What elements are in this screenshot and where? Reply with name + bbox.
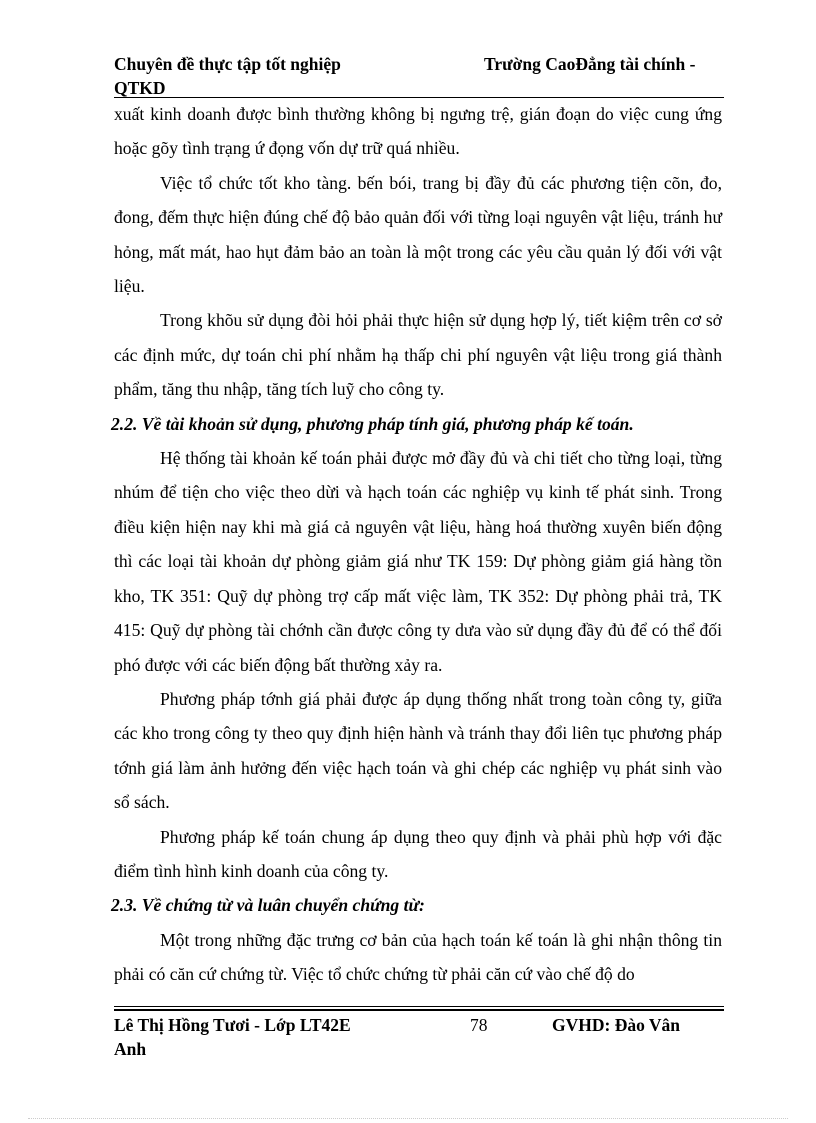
footer-divider-thick bbox=[114, 1009, 724, 1011]
footer-author-continuation: Anh bbox=[114, 1039, 147, 1059]
paragraph: Việc tổ chức tốt kho tàng. bến bói, trang bị đầy đủ các phương tiện cõn, đo, đong, đếm thực hiện đúng chế độ bảo quản đối với từng loại nguyên vật liệu, tránh hư hỏng, mất mát, hao hụt đảm bảo an toàn là một trong các yêu cầu quản lý đối với vật liệu. bbox=[114, 172, 722, 297]
footer-divider-thin bbox=[114, 1006, 724, 1007]
section-heading-2-2: 2.2. Về tài khoản sử dụng, phương pháp tính giá, phương pháp kế toán. bbox=[111, 413, 634, 434]
paragraph: Hệ thống tài khoản kế toán phải được mở đầy đủ và chi tiết cho từng loại, từng nhúm để tiện cho việc theo dừi và hạch toán các nghiệp vụ kinh tế phát sinh. Trong điều kiện hiện nay khi mà giá cả nguyên vật liệu, hàng hoá thường xuyên biến động thì các loại tài khoản dự phòng giảm giá như TK 159: Dự phòng giảm giá hàng tồn kho, TK 351: Quỹ dự phòng trợ cấp mất việc làm, TK 352: Dự phòng phải trả, TK 415: Quỹ dự phòng tài chớnh cần được công ty dưa vào sử dụng đầy đủ để có thể đối phó được với các biến động bất thường xảy ra. bbox=[114, 448, 722, 675]
footer-advisor: GVHD: Đào Vân bbox=[552, 1015, 681, 1035]
paragraph: Một trong những đặc trưng cơ bản của hạch toán kế toán là ghi nhận thông tin phải có căn cứ chứng từ. Việc tổ chức chứng từ phải căn cứ vào chế độ do bbox=[114, 929, 722, 985]
section-heading-2-3: 2.3. Về chứng từ và luân chuyển chứng từ: bbox=[111, 895, 425, 916]
paragraph: Trong khõu sử dụng đòi hỏi phải thực hiện sử dụng hợp lý, tiết kiệm trên cơ sở các định mức, dự toán chi phí nhằm hạ thấp chi phí nguyên vật liệu trong giá thành phẩm, tăng thu nhập, tăng tích luỹ cho công ty. bbox=[114, 310, 722, 400]
header-school-name: Trường CaoĐẳng tài chính - bbox=[484, 54, 696, 74]
paragraph: Phương pháp tớnh giá phải được áp dụng thống nhất trong toàn công ty, giữa các kho trong công ty theo quy định hiện hành và tránh thay đổi liên tục phương pháp tớnh giá làm ảnh hưởng đến việc hạch toán và ghi chép các nghiệp vụ phát sinh vào sổ sách. bbox=[114, 688, 722, 813]
page-body bbox=[111, 97, 722, 992]
header-document-title: Chuyên đề thực tập tốt nghiệp bbox=[114, 54, 341, 74]
paragraph-continued: xuất kinh doanh được bình thường không bị ngưng trệ, gián đoạn do việc cung ứng hoặc gõy tình trạng ứ đọng vốn dự trữ quá nhiều. bbox=[114, 104, 722, 159]
paragraph: Phương pháp kế toán chung áp dụng theo quy định và phải phù hợp với đặc điểm tình hình kinh doanh của công ty. bbox=[114, 826, 722, 881]
page-bottom-edge bbox=[28, 1118, 788, 1119]
footer-author: Lê Thị Hồng Tươi - Lớp LT42E bbox=[114, 1015, 351, 1035]
header-school-name-continuation: QTKD bbox=[114, 78, 166, 98]
page-number: 78 bbox=[470, 1015, 488, 1035]
